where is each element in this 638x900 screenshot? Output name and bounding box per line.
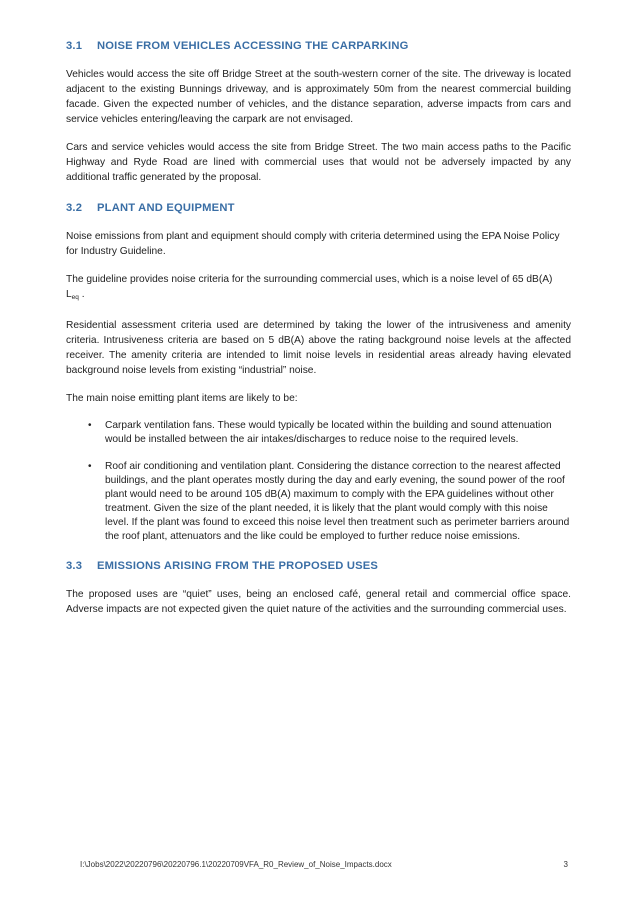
file-path: I:\Jobs\2022\20220796\20220796.1\20220709VFA_R0_Review_of_Noise_Impacts.docx	[80, 860, 392, 869]
section-number: 3.1	[66, 40, 83, 52]
paragraph: Noise emissions from plant and equipment should comply with criteria determined using the EPA Noise Policy for Industry Guideline.	[66, 231, 560, 257]
paragraph: The proposed uses are “quiet” uses, being an enclosed café, general retail and commercial office space. Adverse impacts are not expected given the quiet nature of the activities and the surrounding commercial uses.	[66, 589, 571, 615]
paragraph-end: .	[78, 289, 85, 300]
list-item	[66, 460, 571, 544]
bullet-icon: •	[88, 461, 92, 472]
page-number: 3	[563, 860, 568, 869]
section-heading-3-1	[66, 38, 571, 54]
section-title: EMISSIONS ARISING FROM THE PROPOSED USES	[97, 560, 379, 572]
section-title: NOISE FROM VEHICLES ACCESSING THE CARPARKING	[97, 40, 409, 52]
list-item-text: Roof air conditioning and ventilation plant. Considering the distance correction to the nearest affected buildings, and the plant operates mostly during the day and early evening, the sound power of the roof plant would need to be around 105 dB(A) maximum to comply with the EPA guidelines without other treatment. Given the size of the plant needed, it is likely that the plant would comply with this noise level. If the plant was found to exceed this noise level then treatment such as perimeter barriers around the roof plant, attenuators and the like could be employed to further reduce noise emissions.	[105, 461, 570, 542]
paragraph: Vehicles would access the site off Bridge Street at the south-western corner of the site. The driveway is located adjacent to the existing Bunnings driveway, and is approximately 50m from the nearest commercial building facade. Given the expected number of vehicles, and the distance separation, adverse impacts from cars and service vehicles entering/leaving the carpark are not envisaged.	[66, 69, 571, 125]
plant-items-list	[66, 419, 571, 544]
paragraph: Cars and service vehicles would access the site from Bridge Street. The two main access paths to the Pacific Highway and Ryde Road are lined with commercial uses that would not be adversely impacted by any additional traffic generated by the proposal.	[66, 142, 571, 183]
leq-subscript: eq	[71, 294, 79, 301]
list-item	[66, 419, 571, 447]
section-number: 3.3	[66, 560, 83, 572]
leq-symbol: L	[66, 289, 72, 300]
list-item-text: Carpark ventilation fans. These would typically be located within the building and sound attenuation would be installed between the air intakes/discharges to reduce noise to the required levels.	[105, 420, 552, 445]
paragraph: The main noise emitting plant items are likely to be:	[66, 393, 298, 404]
section-number: 3.2	[66, 202, 83, 214]
paragraph-text: The guideline provides noise criteria for the surrounding commercial uses, which is a noise level of 65 dB(A)	[66, 274, 553, 285]
section-heading-3-2	[66, 200, 571, 216]
paragraph-noise-criteria	[66, 272, 571, 305]
section-title: PLANT AND EQUIPMENT	[97, 202, 235, 214]
bullet-icon: •	[88, 420, 92, 431]
page-footer	[80, 860, 568, 869]
section-heading-3-3	[66, 558, 571, 574]
paragraph: Residential assessment criteria used are determined by taking the lower of the intrusiveness and amenity criteria. Intrusiveness criteria are based on 5 dB(A) above the rating background noise levels at the affected receiver. The amenity criteria are intended to limit noise levels in residential areas already having elevated background noise levels from existing “industrial” noise.	[66, 320, 571, 376]
page-content	[66, 38, 571, 617]
